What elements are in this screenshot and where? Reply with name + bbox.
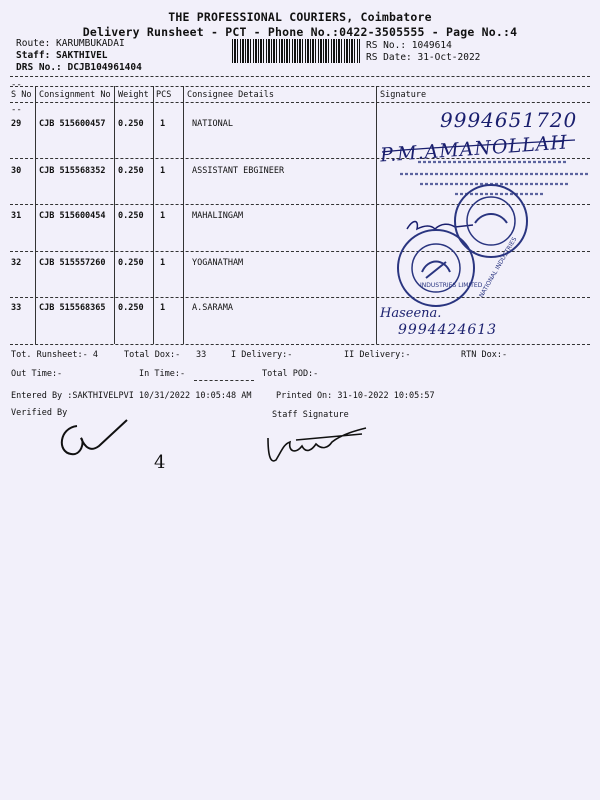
row-sno: 31 xyxy=(11,211,22,221)
out-time: Out Time:- xyxy=(11,369,63,379)
row-sno: 32 xyxy=(11,258,22,268)
handwritten-name-2: Haseena. xyxy=(380,306,442,321)
handwritten-phone-2: 9994424613 xyxy=(398,322,498,338)
row-consignment: CJB 515568365 xyxy=(39,303,106,313)
verified-signature xyxy=(55,412,135,462)
grid-line xyxy=(35,86,36,344)
col-sno: S No xyxy=(11,90,32,100)
row-consignee: MAHALINGAM xyxy=(192,211,244,221)
row-consignee: ASSISTANT EBGINEER xyxy=(192,166,285,176)
rtn-dox: RTN Dox:- xyxy=(461,350,508,360)
company-title: THE PROFESSIONAL COURIERS, Coimbatore xyxy=(168,10,432,24)
header-divider xyxy=(10,76,590,77)
staff-signature-label: Staff Signature xyxy=(272,410,349,420)
row-pcs: 1 xyxy=(160,166,166,176)
col-pcs: PCS xyxy=(156,90,172,100)
grid-line xyxy=(183,86,184,344)
row-sno: 29 xyxy=(11,119,22,129)
row-weight: 0.250 xyxy=(118,303,144,313)
row-pcs: 1 xyxy=(160,119,166,129)
col-weight: Weight xyxy=(118,90,149,100)
row-weight: 0.250 xyxy=(118,211,144,221)
row-sno: 30 xyxy=(11,166,22,176)
col-signature: Signature xyxy=(380,90,427,100)
i-delivery: I Delivery:- xyxy=(231,350,293,360)
drs-number: DRS No.: DCJB104961404 xyxy=(16,62,142,73)
row-divider xyxy=(10,344,590,345)
header-divider xyxy=(10,86,590,87)
row-consignment: CJB 515568352 xyxy=(39,166,106,176)
handwritten-phone: 9994651720 xyxy=(440,108,578,132)
row-consignment: CJB 515557260 xyxy=(39,258,106,268)
ii-delivery: II Delivery:- xyxy=(344,350,411,360)
row-pcs: 1 xyxy=(160,258,166,268)
barcode-icon xyxy=(232,39,360,63)
rs-number: RS No.: 1049614 xyxy=(366,40,452,51)
row-consignment: CJB 515600457 xyxy=(39,119,106,129)
industries-stamp-icon xyxy=(396,228,476,308)
handwritten-page-mark: 4 xyxy=(154,452,166,473)
header-divider xyxy=(10,102,590,103)
col-consignee: Consignee Details xyxy=(187,90,274,100)
row-weight: 0.250 xyxy=(118,166,144,176)
printed-on: Printed On: 31-10-2022 10:05:57 xyxy=(276,391,435,401)
entered-by: Entered By :SAKTHIVELPVI 10/31/2022 10:05:48 AM xyxy=(11,391,252,401)
staff-signature xyxy=(262,420,372,470)
row-consignee: NATIONAL xyxy=(192,119,233,129)
underline-scribble xyxy=(380,134,580,154)
total-pod: Total POD:- xyxy=(262,369,319,379)
total-dox-label: Total Dox:- xyxy=(124,350,181,360)
row-consignee: YOGANATHAM xyxy=(192,258,244,268)
runsheet-subtitle: Delivery Runsheet - PCT - Phone No.:0422-3505555 - Page No.:4 xyxy=(82,25,518,39)
stamp-text: NATIONAL INDUSTRIES xyxy=(478,236,519,299)
grid-line xyxy=(153,86,154,344)
staff-label: Staff: SAKTHIVEL xyxy=(16,50,108,61)
handwritten-name: P.M.AMANOLLAH xyxy=(379,131,569,167)
in-time: In Time:- xyxy=(139,369,186,379)
rs-date: RS Date: 31-Oct-2022 xyxy=(366,52,481,63)
route-label: Route: KARUMBUKADAI xyxy=(16,38,125,49)
row-pcs: 1 xyxy=(160,211,166,221)
tot-runsheet: Tot. Runsheet:- 4 xyxy=(11,350,98,360)
verified-by-label: Verified By xyxy=(11,408,68,418)
grid-line xyxy=(376,86,377,344)
row-weight: 0.250 xyxy=(118,119,144,129)
total-dox-value: 33 xyxy=(196,350,207,360)
grid-line xyxy=(114,86,115,344)
row-pcs: 1 xyxy=(160,303,166,313)
stamp-text: INDUSTRIES LIMITED xyxy=(420,282,483,289)
row-consignee: A.SARAMA xyxy=(192,303,233,313)
row-divider xyxy=(10,297,590,298)
col-consignment: Consignment No xyxy=(39,90,111,100)
row-consignment: CJB 515600454 xyxy=(39,211,106,221)
row-weight: 0.250 xyxy=(118,258,144,268)
row-sno: 33 xyxy=(11,303,22,313)
